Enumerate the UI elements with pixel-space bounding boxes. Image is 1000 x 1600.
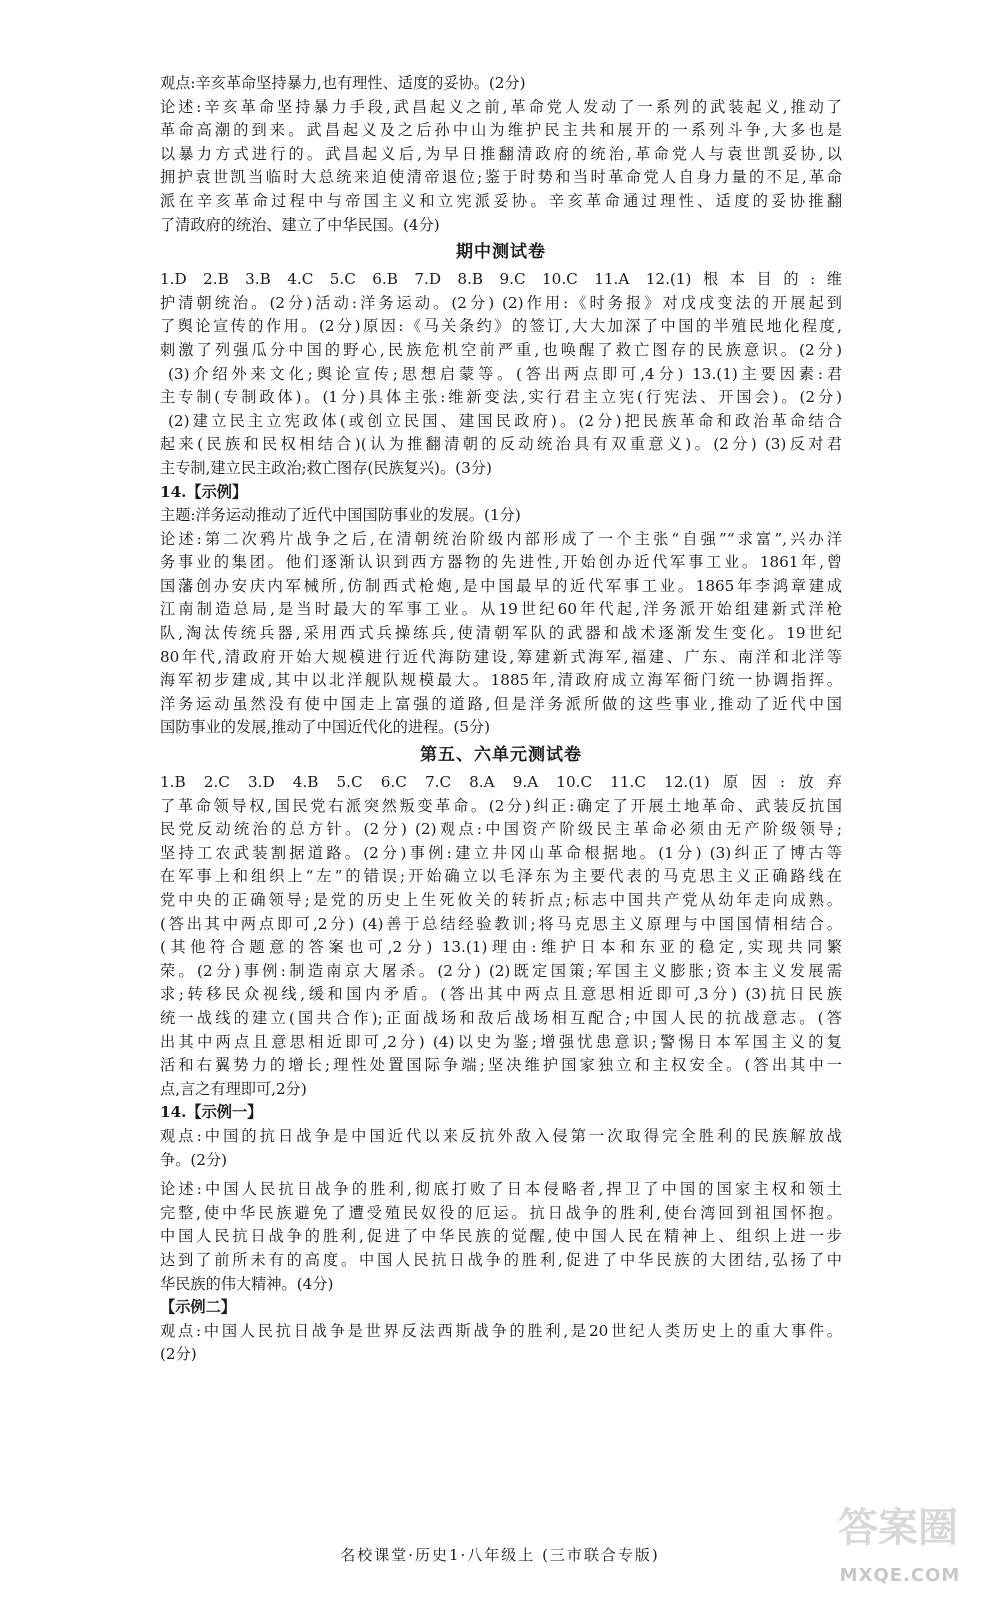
example-label: 【示例二】 (160, 1298, 236, 1317)
text-line: 主专制,建立民主政治;救亡图存(民族复兴)。(3分) (160, 458, 492, 477)
watermark-logo-text: 答案圈 (838, 1505, 958, 1551)
text-line: 80年代,清政府开始大规模进行近代海防建设,筹建新式海军,福建、广东、南洋和北洋等 (160, 647, 842, 666)
text-line: 活和右翼势力的增长;理性处置国际争端;坚决维护国家独立和主权安全。(答出其中一 (160, 1056, 842, 1075)
text-line: 拥护袁世凯当临时大总统来迫使清帝退位;鉴于时势和当时革命党人自身力量的不足,革命 (160, 168, 842, 187)
text-line: (答出其中两点即可,2分) (4)善于总结经验教训;将马克思主义原理与中国国情相结合。 (160, 914, 842, 933)
section-unit-answers (160, 771, 842, 1101)
text-line: 国藩创办安庆内军械所,仿制西式枪炮,是中国最早的近代军事工业。1865年李鸿章建成 (160, 576, 842, 595)
text-line: (2分) (160, 1345, 197, 1364)
text-line: 主题:洋务运动推动了近代中国国防事业的发展。(1分) (160, 506, 521, 525)
section-midterm-essay (160, 504, 842, 740)
text-line: 中国人民抗日战争的胜利,促进了中华民族的觉醒,使中国人民在精神上、组织上进一步 (160, 1227, 842, 1246)
text-line: 点,言之有理即可,2分) (160, 1079, 307, 1098)
text-line: 华民族的伟大精神。(4分) (160, 1274, 334, 1293)
text-line: 起来(民族和民权相结合)(认为推翻清朝的反动统治具有双重意义)。(2分) (3)反对君 (160, 435, 842, 454)
text-line: 在军事上和组织上“左”的错误;开始确立以毛泽东为主要代表的马克思主义正确路线在 (160, 867, 842, 886)
text-line: 了革命领导权,国民党右派突然叛变革命。(2分)纠正:确定了开展土地革命、武装反抗国 (160, 796, 842, 815)
example-label: 14.【示例】 (160, 482, 248, 501)
text-line: (其他符合题意的答案也可,2分) 13.(1)理由:维护日本和东亚的稳定,实现共同繁 (160, 938, 842, 957)
text-line: (2)建立民主立宪政体(或创立民国、建国民政府)。(2分)把民族革命和政治革命结合 (168, 411, 842, 430)
example-label: 14.【示例一】 (160, 1103, 263, 1122)
section-xinhai-essay (160, 72, 842, 237)
text-line: 洋务运动虽然没有使中国走上富强的道路,但是洋务派所做的这些事业,推动了近代中国 (160, 694, 842, 713)
text-line: 队,淘汰传统兵器,采用西式兵操练兵,使清朝军队的武器和战术逐渐发生变化。19世纪 (160, 624, 842, 643)
text-line: 革命高潮的到来。武昌起义及之后孙中山为维护民主共和展开的一系列斗争,大多也是 (160, 121, 842, 140)
text-line: 观点:辛亥革命坚持暴力,也有理性、适度的妥协。(2分) (160, 74, 526, 92)
text-line: 出其中两点且意思相近即可,2分) (4)以史为鉴;增强忧患意识;警惕日本军国主义的复 (160, 1032, 842, 1051)
text-line: 海军初步建成,其中以北洋舰队规模最大。1885年,清政府成立海军衙门统一协调指挥。 (160, 671, 842, 690)
text-line: 争。(2分) (160, 1150, 228, 1169)
text-line: 完整,使中华民族避免了遭受殖民奴役的厄运。抗日战争的胜利,使台湾回到祖国怀抱。 (160, 1203, 842, 1222)
text-line: 以暴力方式进行的。武昌起义后,为早日推翻清政府的统治,革命党人与袁世凯妥协,以 (160, 144, 842, 163)
text-line: 派在辛亥革命过程中与帝国主义和立宪派妥协。辛亥革命通过理性、适度的妥协推翻 (160, 191, 842, 210)
text-line: 坚持工农武装割据道路。(2分)事例:建立井冈山革命根据地。(1分) (3)纠正了博古等 (160, 843, 842, 862)
text-line: 1.D 2.B 3.B 4.C 5.C 6.B 7.D 8.B 9.C 10.C 11.A 12.(1)根本目的:维 (160, 270, 842, 289)
section-heading-unit-test: 第五、六单元测试卷 (420, 745, 582, 766)
text-line: 国防事业的发展,推动了中国近代化的进程。(5分) (160, 718, 491, 737)
text-line: 达到了前所未有的高度。中国人民抗日战争的胜利,促进了中华民族的大团结,弘扬了中 (160, 1250, 842, 1269)
text-line: 求;转移民众视线,缓和国内矛盾。(答出其中两点且意思相近即可,3分) (3)抗日民族 (160, 985, 842, 1004)
watermark-logo (815, 1500, 985, 1596)
text-line: 民党反动统治的总方针。(2分) (2)观点:中国资产阶级民主革命必须由无产阶级领导; (160, 820, 842, 839)
text-line: 观点:中国的抗日战争是中国近代以来反抗外敌入侵第一次取得完全胜利的民族解放战 (160, 1126, 842, 1145)
text-line: 刺激了列强瓜分中国的野心,民族危机空前严重,也唤醒了救亡图存的民族意识。(2分) (160, 340, 842, 359)
watermark-site: MXQE.COM (839, 1565, 961, 1586)
text-line: 1.B 2.C 3.D 4.B 5.C 6.C 7.C 8.A 9.A 10.C 11.C 12.(1)原因:放弃 (160, 773, 842, 792)
section-midterm-answers (160, 268, 842, 480)
text-line: 了舆论宣传的作用。(2分)原因:《马关条约》的签订,大大加深了中国的半殖民地化程度, (160, 317, 842, 336)
text-line: 护清朝统治。(2分)活动:洋务运动。(2分) (2)作用:《时务报》对戊戌变法的开展起到 (160, 293, 842, 312)
text-line: 论述:辛亥革命坚持暴力手段,武昌起义之前,革命党人发动了一系列的武装起义,推动了 (160, 97, 842, 116)
text-line: 主专制(专制政体)。(1分)具体主张:维新变法,实行君主立宪(行宪法、开国会)。(2分) (160, 388, 842, 407)
text-line: 统一战线的建立(国共合作);正面战场和敌后战场相互配合;中国人民的抗战意志。(答 (160, 1008, 842, 1027)
section-example-one-argument (160, 1178, 842, 1296)
text-line: 务事业的集团。他们逐渐认识到西方器物的先进性,开始创办近代军事工业。1861年,曾 (160, 553, 842, 572)
text-line: 观点:中国人民抗日战争是世界反法西斯战争的胜利,是20世纪人类历史上的重大事件。 (160, 1321, 842, 1340)
text-line: 了清政府的统治、建立了中华民国。(4分) (160, 215, 440, 234)
section-heading-midterm: 期中测试卷 (456, 242, 546, 263)
text-line: 党中央的正确领导;是党的历史上生死攸关的转折点;标志中国共产党从幼年走向成熟。 (160, 891, 842, 909)
text-line: (3)介绍外来文化;舆论宣传;思想启蒙等。(答出两点即可,4分) 13.(1)主要因素:君 (168, 364, 842, 383)
text-line: 论述:中国人民抗日战争的胜利,彻底打败了日本侵略者,捍卫了中国的国家主权和领土 (160, 1180, 842, 1199)
section-example-one-view (160, 1125, 842, 1172)
text-line: 江南制造总局,是当时最大的军事工业。从19世纪60年代起,洋务派开始组建新式洋枪 (160, 600, 842, 619)
section-example-two (160, 1320, 842, 1367)
text-line: 荣。(2分)事例:制造南京大屠杀。(2分) (2)既定国策;军国主义膨胀;资本主义发展需 (160, 961, 842, 980)
page-footer: 名校课堂·历史1·八年级上 (三市联合专版) (340, 1546, 660, 1564)
answer-page (160, 72, 842, 1367)
text-line: 论述:第二次鸦片战争之后,在清朝统治阶级内部形成了一个主张“自强”“求富”,兴办洋 (160, 529, 842, 548)
